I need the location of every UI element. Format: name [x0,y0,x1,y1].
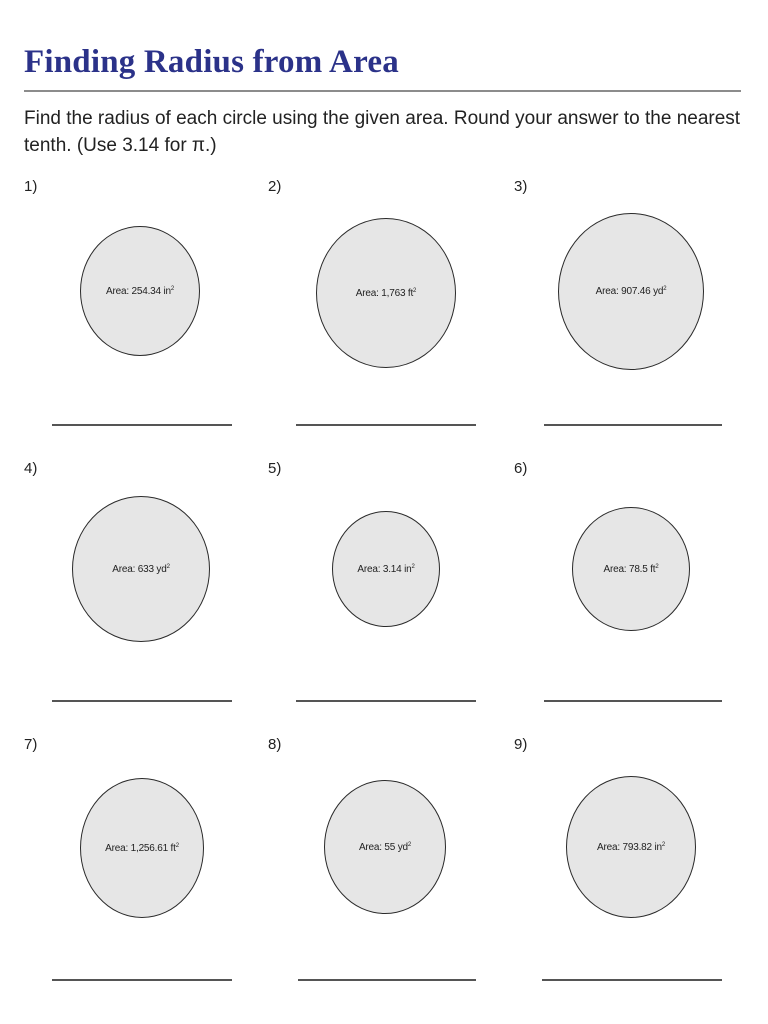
area-label: Area: 1,763 $ft^2$ [355,287,417,299]
area-label: Area: 1,256.61 $ft^2$ [105,842,179,854]
area-label: Area: 55 $yd^2$ [358,841,412,853]
worksheet-title: Finding Radius from Area [24,44,399,80]
answer-line[interactable] [544,424,722,426]
area-label: Area: 633 $yd^2$ [112,563,170,575]
answer-line[interactable] [52,700,232,702]
problem-1 [24,178,264,458]
area-label: Area: 3.14 $in^2$ [357,563,415,575]
problem-3 [514,178,754,458]
circle [558,213,704,370]
problem-9 [514,736,754,1016]
instructions-text: Find the radius of each circle using the given area. Round your answer to the nearest tenth. (Use 3.14 for π.) [24,108,741,156]
circle [72,496,210,642]
circle [566,776,696,918]
area-label: Area: 907.46 $yd^2$ [595,286,667,297]
circle [80,226,200,356]
circle [324,780,446,914]
problem-number: 4) [24,460,38,477]
area-label: Area: 793.82 $in^2$ [597,841,665,853]
problem-6 [514,460,754,740]
area-label: Area: 254.34 $in^2$ [106,285,174,297]
title-divider [24,90,741,92]
problem-number: 6) [514,460,528,477]
problem-number: 7) [24,736,38,753]
circle [572,507,690,631]
problem-number: 8) [268,736,282,753]
problem-8 [268,736,508,1016]
problem-number: 9) [514,736,528,753]
problem-2 [268,178,508,458]
circle [80,778,204,918]
answer-line[interactable] [52,979,232,981]
circle [316,218,456,368]
answer-line[interactable] [544,700,722,702]
answer-line[interactable] [52,424,232,426]
answer-line[interactable] [298,979,476,981]
problem-5 [268,460,508,740]
answer-line[interactable] [296,424,476,426]
problem-7 [24,736,264,1016]
problem-number: 5) [268,460,282,477]
circle [332,511,440,627]
problem-4 [24,460,264,740]
problem-number: 3) [514,178,528,195]
answer-line[interactable] [542,979,722,981]
answer-line[interactable] [296,700,476,702]
area-label: Area: 78.5 $ft^2$ [603,563,659,575]
problem-number: 1) [24,178,38,195]
problem-number: 2) [268,178,282,195]
